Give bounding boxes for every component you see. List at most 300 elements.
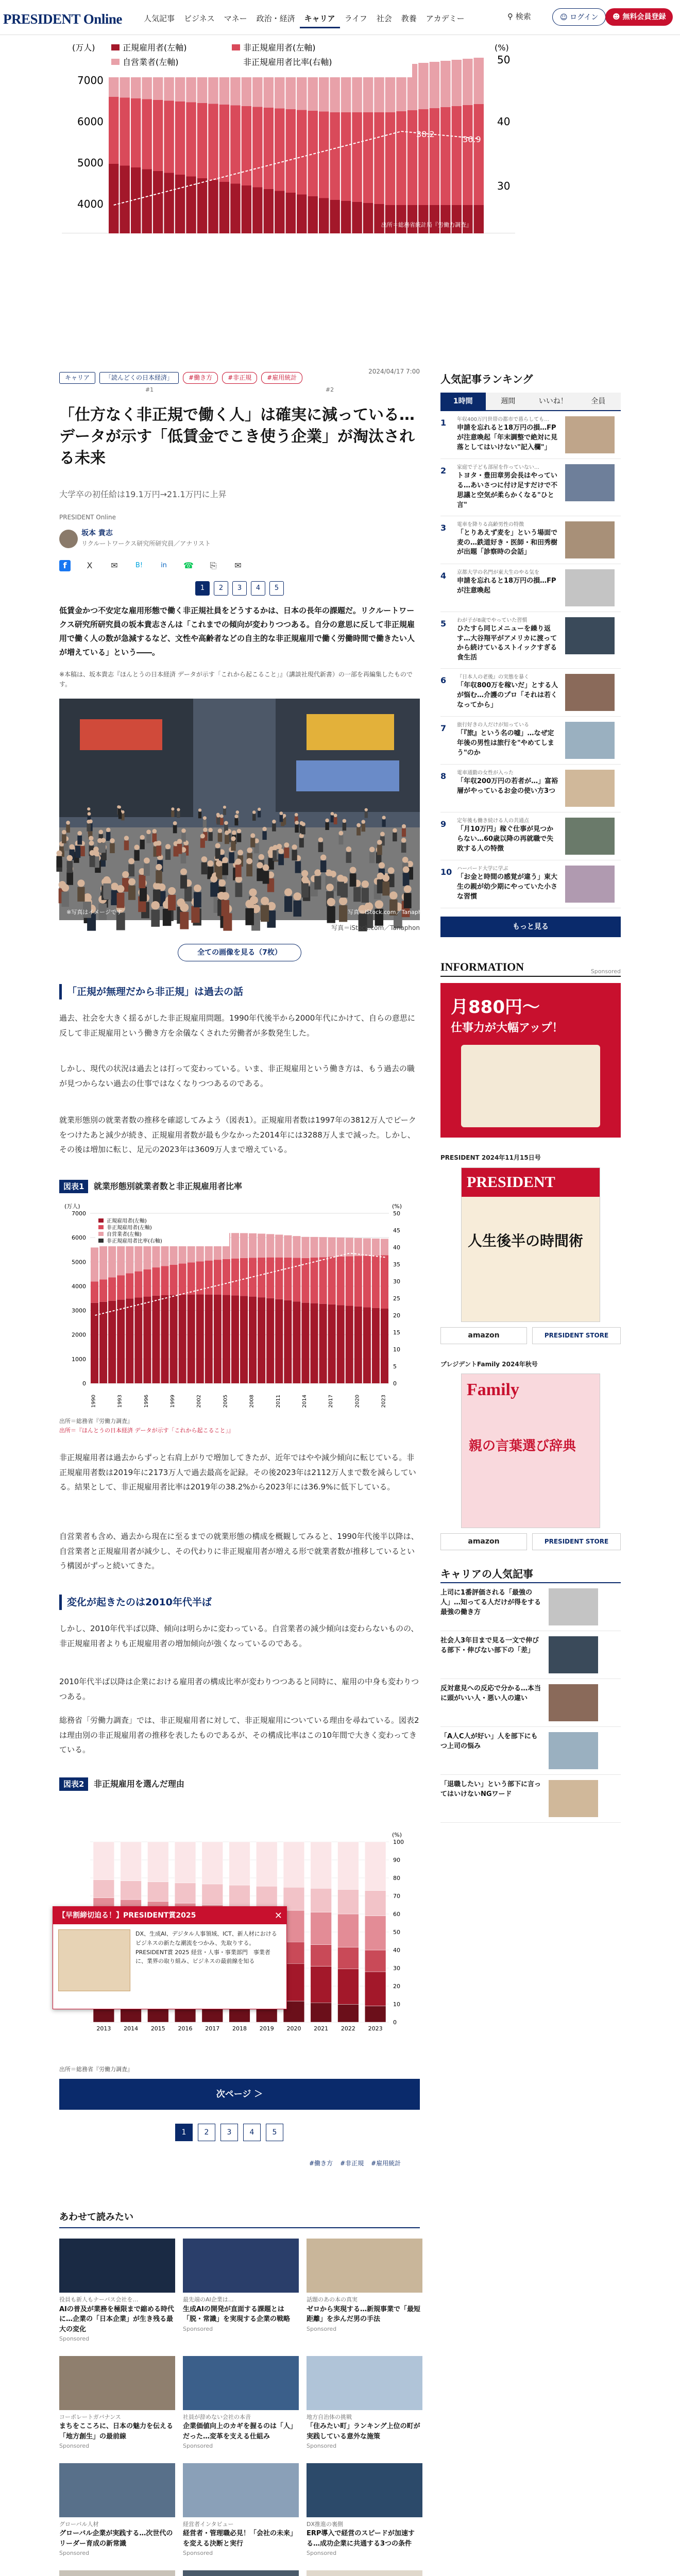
copy-icon[interactable]: ⎘: [210, 561, 217, 570]
nav-politics[interactable]: 政治・経済: [256, 14, 295, 23]
mag1-buy-buttons: [440, 1327, 621, 1344]
fig1-bar-selfemp: [301, 1237, 309, 1258]
top-bar-regular: [208, 180, 218, 234]
top-bar-nonregular: [153, 100, 163, 171]
crowd-body: [284, 848, 289, 858]
crowd-head: [252, 810, 256, 814]
crowd-head: [237, 850, 243, 855]
crowd-body: [350, 873, 356, 887]
career-item[interactable]: [440, 1775, 621, 1823]
fig2-xtick: 2013: [96, 2025, 111, 2032]
user-plus-icon: ☻: [613, 13, 620, 21]
fig1-bar-nonregular: [188, 1262, 195, 1294]
fig1-bar-regular: [301, 1303, 309, 1383]
crowd-body: [222, 900, 230, 916]
reco-kicker: 経営者インタビュー: [183, 2520, 234, 2528]
crowd-head: [124, 836, 129, 840]
top-bar-regular: [363, 203, 373, 233]
crowd-body: [403, 873, 410, 886]
tab-like[interactable]: いいね！: [531, 393, 576, 410]
crowd-body: [339, 836, 344, 845]
top-bar-regular: [418, 205, 428, 233]
nav-ranking[interactable]: 人気記事: [144, 14, 175, 23]
fig2-bar-segment: [365, 1916, 386, 1951]
nav-life[interactable]: ライフ: [344, 14, 367, 23]
top-chart-ytick-4000: 4000: [77, 198, 104, 210]
ranking-kicker: 『日本人の老後』の実態を暴く: [457, 674, 529, 681]
fig1-bar-nonregular: [319, 1257, 327, 1304]
crowd-body: [301, 826, 305, 835]
top-bar-nonregular: [219, 105, 229, 182]
crowd-head: [122, 871, 129, 878]
page-5-button[interactable]: 5: [269, 581, 284, 596]
search-label: 検索: [515, 12, 531, 21]
linkedin-icon[interactable]: in: [161, 562, 167, 569]
career-item[interactable]: [440, 1583, 621, 1631]
crowd-body: [223, 809, 226, 815]
crowd-head: [382, 816, 386, 819]
top-bar-selfemp: [452, 60, 462, 106]
ranking-thumbnail: [565, 674, 615, 711]
register-button[interactable]: [605, 8, 673, 26]
reco-card[interactable]: [59, 2356, 175, 2451]
ranking-text: [457, 464, 560, 510]
reco-thumbnail: [307, 2356, 422, 2410]
crowd-body: [67, 861, 73, 873]
crowd-head: [223, 806, 226, 809]
fig2-bar-segment: [365, 1972, 386, 2006]
popup-title: 【早割締切迫る！】PRESIDENT賞2025: [53, 1907, 286, 1924]
crowd-head: [318, 837, 324, 842]
reco-thumbnail: [307, 2463, 422, 2517]
fig2-ytick: 90: [393, 1857, 400, 1863]
crowd-body: [229, 852, 234, 863]
fig1-bar-selfemp: [372, 1239, 380, 1256]
mag2-store[interactable]: PRESIDENT STORE: [532, 1533, 621, 1550]
ranking-item[interactable]: [440, 860, 621, 908]
fig1-bar-regular: [170, 1295, 178, 1383]
publish-date: 2024/04/17 7:00: [368, 368, 420, 375]
reco-title: あわせて読みたい: [59, 2210, 420, 2228]
crowd-head: [339, 831, 344, 836]
crowd-body: [177, 811, 180, 818]
top-bar-selfemp: [440, 61, 450, 107]
author-name[interactable]: 坂本 貴志: [81, 529, 113, 537]
ranking-item[interactable]: [440, 564, 621, 612]
pager-3[interactable]: 3: [220, 2124, 238, 2141]
photo-building-left: [59, 699, 193, 817]
crowd-body: [365, 811, 368, 818]
fig2-xtick: 2020: [286, 2025, 301, 2032]
fig1-bar-nonregular: [240, 1258, 248, 1296]
site-logo[interactable]: PRESIDENT Online: [3, 11, 122, 27]
reco-card[interactable]: [307, 2463, 422, 2558]
fig1-legend-swatch: [98, 1239, 104, 1243]
fig1-bar-nonregular: [126, 1274, 133, 1299]
tag-hashtag-2[interactable]: #非正規: [222, 372, 257, 384]
fig1-bar-nonregular: [381, 1255, 388, 1309]
crowd-body: [346, 852, 352, 863]
reco-card[interactable]: [307, 2356, 422, 2451]
fig1-bar-selfemp: [337, 1238, 345, 1257]
ranking-item[interactable]: [440, 459, 621, 516]
crowd-head: [168, 887, 176, 895]
career-headline: 「A人C人が好い」人を部下にもつ上司の悩み: [440, 1733, 538, 1750]
crowd-photo-svg: [59, 699, 429, 920]
fig1-ytick-r: 20: [393, 1312, 400, 1319]
fig1-ytick: 5000: [72, 1259, 86, 1266]
fig1-bar-selfemp: [117, 1243, 125, 1276]
promo-popup[interactable]: [53, 1906, 287, 2009]
fig1-ytick-r: 30: [393, 1278, 400, 1285]
ranking-item[interactable]: [440, 717, 621, 765]
fig1-bar-regular: [293, 1301, 300, 1383]
figure-1-credit[interactable]: 出所＝『ほんとうの日本経済 データが示す「これから起こること」』: [59, 1427, 234, 1434]
fig1-bar-selfemp: [266, 1234, 274, 1257]
crowd-body: [299, 838, 304, 848]
sidebar: [440, 371, 621, 1823]
crowd-head: [117, 885, 125, 893]
tag-series[interactable]: 「読んどくの日本経済」: [99, 372, 179, 384]
tag-hashtag-1[interactable]: #働き方: [183, 372, 218, 384]
tab-members[interactable]: 全員: [576, 393, 621, 410]
pager-5[interactable]: 5: [266, 2124, 283, 2141]
bottom-tag-3[interactable]: #雇用統計: [371, 2160, 401, 2167]
nav-culture[interactable]: 教養: [401, 14, 417, 23]
reco-card[interactable]: [59, 2239, 175, 2344]
mag2-cover[interactable]: [461, 1374, 600, 1528]
crowd-head: [334, 814, 337, 817]
reco-kicker: コーポレートガバナンス: [59, 2413, 121, 2420]
crowd-head: [258, 808, 261, 811]
crowd-body: [362, 888, 369, 903]
crowd-head: [97, 838, 103, 843]
crowd-body: [314, 876, 321, 889]
crowd-head: [301, 822, 305, 826]
legend-swatch-nonregular: [232, 44, 240, 50]
crowd-body: [393, 833, 397, 841]
crowd-head: [249, 889, 257, 896]
ranking-item[interactable]: [440, 612, 621, 669]
ranking-thumbnail: [565, 866, 615, 903]
nav-money[interactable]: マネー: [224, 14, 247, 23]
crowd-head: [128, 878, 135, 886]
view-all-images-button[interactable]: 全ての画像を見る（7枚）: [178, 944, 301, 961]
top-bar-nonregular: [252, 107, 262, 188]
crowd-head: [171, 807, 174, 810]
reco-card[interactable]: [183, 2239, 299, 2344]
crowd-body: [66, 825, 70, 833]
bottom-tag-2[interactable]: #非正規: [340, 2160, 364, 2167]
page-2-button[interactable]: 2: [214, 581, 228, 596]
crowd-head: [156, 841, 161, 846]
top-bar-nonregular: [109, 97, 118, 164]
crowd-head: [218, 828, 223, 833]
fig2-bar-segment-top: [283, 1842, 304, 1887]
top-bar-regular: [430, 205, 439, 233]
top-bar-regular: [319, 198, 329, 234]
author-avatar[interactable]: [59, 530, 78, 548]
info-header: [440, 958, 621, 977]
top-bar-regular: [175, 175, 185, 233]
author-description: リクルートワークス研究所研究員／アナリスト: [81, 540, 211, 547]
fig2-bar-segment-top: [121, 1842, 142, 1881]
crowd-head: [301, 876, 309, 884]
fig1-bar-regular: [108, 1301, 116, 1383]
facebook-icon[interactable]: f: [59, 560, 71, 571]
fig1-bar-nonregular: [108, 1277, 116, 1300]
fig1-bar-regular: [161, 1295, 168, 1383]
reco-kicker: 社員が辞めない会社の本音: [183, 2413, 251, 2420]
crowd-body: [128, 864, 134, 876]
fig2-bar-segment: [338, 1914, 359, 1947]
crowd-head: [246, 858, 252, 865]
tag-career[interactable]: キャリア: [59, 372, 95, 384]
ad-tagline: 仕事力が大幅アップ！: [451, 1022, 564, 1035]
mail-icon[interactable]: ✉: [111, 561, 118, 570]
ranking-kicker: ハーバード大学に学ぶ: [457, 866, 508, 872]
mag2-amazon[interactable]: amazon: [440, 1533, 527, 1550]
user-icon: ☺: [560, 13, 568, 22]
print-icon[interactable]: ✉: [234, 561, 242, 570]
fig1-bar-regular: [346, 1306, 353, 1383]
crowd-body: [272, 823, 276, 831]
career-item[interactable]: [440, 1727, 621, 1775]
crowd-body: [140, 887, 147, 901]
crowd-head: [236, 810, 240, 814]
paragraph-4: 非正規雇用者は過去からずっと右肩上がりで増加してきたが、近年ではやや減少傾向に転じている。非正規雇用者数は2019年に2173万人で過去最高を記録。その後2023年は2112万人まで数を減らしている。結果として、非正規雇用者比率は2019年の38.2%から2023年には36.9%に低下している。: [59, 1453, 416, 1492]
crowd-head: [225, 831, 229, 835]
fig1-bar-nonregular: [152, 1267, 160, 1296]
login-button[interactable]: [552, 8, 606, 26]
paragraph-2: しかし、現代の状況は過去とは打って変わっている。いま、非正規雇用という働き方は、もう過去の職が見つからない過去の仕事ではなくなりつつあるのである。: [59, 1064, 415, 1088]
top-bar-nonregular: [330, 112, 339, 200]
reco-card[interactable]: [183, 2356, 299, 2451]
fig2-bar-segment: [311, 1888, 332, 1912]
crowd-body: [87, 824, 91, 832]
reco-card[interactable]: [307, 2570, 422, 2576]
reco-headline: 経営者・管理職必見！「会社の未来」を変える決断と実行: [183, 2530, 297, 2548]
crowd-head: [207, 860, 213, 867]
page-4-button[interactable]: 4: [251, 581, 265, 596]
fig1-xtick: 2017: [328, 1395, 334, 1408]
crowd-head: [262, 827, 266, 831]
top-bar-nonregular: [120, 98, 129, 166]
ranking-item[interactable]: [440, 516, 621, 564]
popup-thumbnail[interactable]: [58, 1929, 130, 1991]
ranking-item[interactable]: [440, 765, 621, 812]
ranking-item[interactable]: [440, 411, 621, 459]
crowd-body: [191, 906, 199, 923]
crowd-head: [325, 819, 329, 822]
magazine-family: [440, 1360, 621, 1550]
ranking-text: [457, 866, 560, 903]
fig2-bar-segment-top: [175, 1842, 196, 1883]
pager-4[interactable]: 4: [243, 2124, 261, 2141]
top-bar-nonregular: [440, 107, 450, 205]
figure-1-chart[interactable]: [59, 1198, 420, 1414]
crowd-head: [301, 870, 308, 877]
fig2-ytick: 10: [393, 2001, 400, 2008]
header-search[interactable]: [507, 10, 531, 23]
x-icon[interactable]: X: [87, 561, 93, 570]
top-bar-nonregular: [474, 104, 484, 205]
crowd-head: [393, 828, 397, 833]
reco-card[interactable]: [59, 2570, 175, 2576]
top-bar-nonregular: [242, 106, 251, 185]
top-bar-nonregular: [374, 112, 384, 204]
fig2-bar-segment-top: [256, 1842, 277, 1886]
career-item[interactable]: [440, 1631, 621, 1679]
fig1-ytick-r: 10: [393, 1346, 400, 1353]
top-bar-regular: [463, 205, 472, 233]
top-bar-nonregular: [264, 108, 274, 189]
fig1-legend-swatch: [98, 1218, 104, 1223]
crowd-head: [220, 815, 224, 818]
fig2-bar-segment: [256, 1886, 277, 1908]
ranking-number: 3: [440, 522, 447, 533]
tag-hashtag-3[interactable]: #雇用統計: [261, 372, 302, 384]
fig1-bar-selfemp: [231, 1233, 239, 1258]
crowd-head: [87, 820, 91, 824]
bottom-tag-1[interactable]: #働き方: [309, 2160, 333, 2167]
fig1-bar-nonregular: [275, 1258, 283, 1299]
crowd-body: [280, 815, 283, 822]
paragraph-1: 過去、社会を大きく揺るがした非正規雇用問題。1990年代後半から2000年代にかけて、自らの意思に反して非正規雇用という働き方を余儀なくされた労働者が多数発生した。: [59, 1013, 416, 1038]
tab-week[interactable]: 週間: [486, 393, 531, 410]
crowd-body: [293, 901, 301, 917]
fig2-xtick: 2014: [124, 2025, 139, 2032]
ranking-item[interactable]: [440, 812, 621, 860]
crowd-head: [327, 898, 335, 906]
crowd-body: [117, 893, 125, 908]
reco-thumbnail: [183, 2463, 299, 2517]
crowd-body: [139, 875, 145, 888]
ad-banner-subscription[interactable]: [440, 983, 621, 1138]
top-chart-yunit: (万人): [72, 43, 95, 53]
fig1-bar-selfemp: [293, 1236, 300, 1258]
page-3-button[interactable]: 3: [232, 581, 247, 596]
fig2-bar-segment: [202, 1884, 223, 1905]
pager-1[interactable]: 1: [175, 2124, 193, 2141]
crowd-head: [337, 875, 344, 882]
career-thumbnail: [549, 1684, 598, 1721]
close-icon[interactable]: ✕: [274, 1910, 282, 1921]
crowd-body: [295, 825, 299, 833]
fig2-bar-segment: [175, 1883, 196, 1903]
fig2-bar-segment: [365, 2006, 386, 2023]
mag1-amazon[interactable]: amazon: [440, 1327, 527, 1344]
crowd-head: [292, 844, 297, 850]
ranking-thumbnail: [565, 464, 615, 501]
ranking-text: [457, 674, 560, 711]
nav-career[interactable]: キャリア: [300, 10, 340, 28]
crowd-head: [156, 864, 162, 871]
crowd-body: [258, 811, 261, 818]
crowd-head: [165, 844, 171, 849]
crowd-head: [388, 867, 395, 874]
line-icon[interactable]: ☎: [183, 561, 194, 570]
next-page-button[interactable]: 次ページ ＞: [59, 2079, 420, 2110]
paragraph-6: しかし、2010年代半ば以降、傾向は明らかに変わっている。自営業者の減少傾向は変わらないものの、非正規雇用者よりも正規雇用者の増加傾向が強くなっているのである。: [59, 1624, 419, 1648]
fig1-xtick: 2020: [354, 1395, 361, 1408]
reco-kicker: 最先端のAI企業は…: [183, 2296, 234, 2303]
top-bar-nonregular: [308, 111, 317, 196]
popup-text: DX、生成AI、デジタル人事領域、ICT、新人材におけるビジネスの新たな潮流をつかみ、先取りする。PRESIDENT賞 2025 経営・人事・事業部門 事業者に、業界の取り組み、ビジネスの最前線を知る: [135, 1930, 277, 1965]
top-bar-nonregular: [208, 104, 218, 180]
reco-card[interactable]: [59, 2463, 175, 2558]
fig1-bar-nonregular: [223, 1259, 230, 1295]
career-title: キャリアの人気記事: [440, 1566, 621, 1583]
article-photo[interactable]: [59, 699, 429, 920]
top-chart-ytick-r50: 50: [497, 54, 511, 66]
mag1-masthead: PRESIDENT: [462, 1168, 600, 1197]
top-bar-regular: [153, 171, 163, 233]
mag1-store[interactable]: PRESIDENT STORE: [532, 1327, 621, 1344]
crowd-head: [200, 834, 205, 838]
pager-2[interactable]: 2: [198, 2124, 215, 2141]
mag1-cover[interactable]: [461, 1167, 600, 1322]
crowd-body: [124, 840, 129, 850]
reco-sponsored: Sponsored: [59, 2550, 90, 2557]
crowd-head: [234, 815, 238, 818]
hatena-icon[interactable]: B!: [135, 562, 143, 569]
crowd-head: [339, 897, 347, 905]
top-bar-regular: [242, 185, 251, 233]
reco-card[interactable]: [307, 2239, 422, 2344]
fig1-ytick: 4000: [72, 1283, 86, 1290]
ranking-more-button[interactable]: もっと見る: [440, 917, 621, 937]
top-bar-regular: [474, 205, 484, 233]
reco-sponsored: Sponsored: [183, 2550, 213, 2557]
crowd-body: [194, 892, 201, 908]
top-bar-regular: [352, 202, 362, 233]
crowd-body: [261, 905, 269, 922]
crowd-body: [337, 882, 344, 895]
page-1-button[interactable]: 1: [195, 581, 210, 596]
fig2-bar-segment: [338, 1947, 359, 1969]
crowd-head: [77, 879, 84, 887]
fig2-xtick: 2016: [178, 2025, 193, 2032]
fig2-xtick: 2023: [368, 2025, 383, 2032]
top-bar-nonregular: [463, 105, 472, 205]
nav-business[interactable]: ビジネス: [184, 14, 215, 23]
fig1-bar-regular: [381, 1309, 388, 1383]
fig1-ytick-r: 45: [393, 1227, 400, 1234]
fig1-bar-selfemp: [363, 1239, 371, 1256]
crowd-body: [235, 883, 242, 897]
fig2-bar-segment-top: [202, 1842, 223, 1884]
career-item[interactable]: [440, 1679, 621, 1727]
crowd-body: [118, 809, 121, 815]
nav-society[interactable]: 社会: [376, 14, 392, 23]
tab-hour[interactable]: 1時間: [440, 393, 486, 410]
nav-academy[interactable]: アカデミー: [426, 14, 465, 23]
fig1-bar-selfemp: [284, 1235, 292, 1258]
top-bar-nonregular: [385, 112, 395, 205]
crowd-head: [277, 844, 282, 849]
ranking-item[interactable]: [440, 669, 621, 717]
article-subtitle: 大学卒の初任給は19.1万円→21.1万円に上昇: [59, 489, 227, 499]
crowd-head: [98, 829, 103, 834]
reco-card[interactable]: [183, 2463, 299, 2558]
crowd-body: [200, 838, 205, 848]
crowd-body: [327, 906, 335, 923]
ranking-text: [457, 617, 560, 663]
crowd-body: [234, 818, 238, 825]
reco-card[interactable]: [183, 2570, 299, 2576]
crowd-body: [318, 842, 324, 852]
